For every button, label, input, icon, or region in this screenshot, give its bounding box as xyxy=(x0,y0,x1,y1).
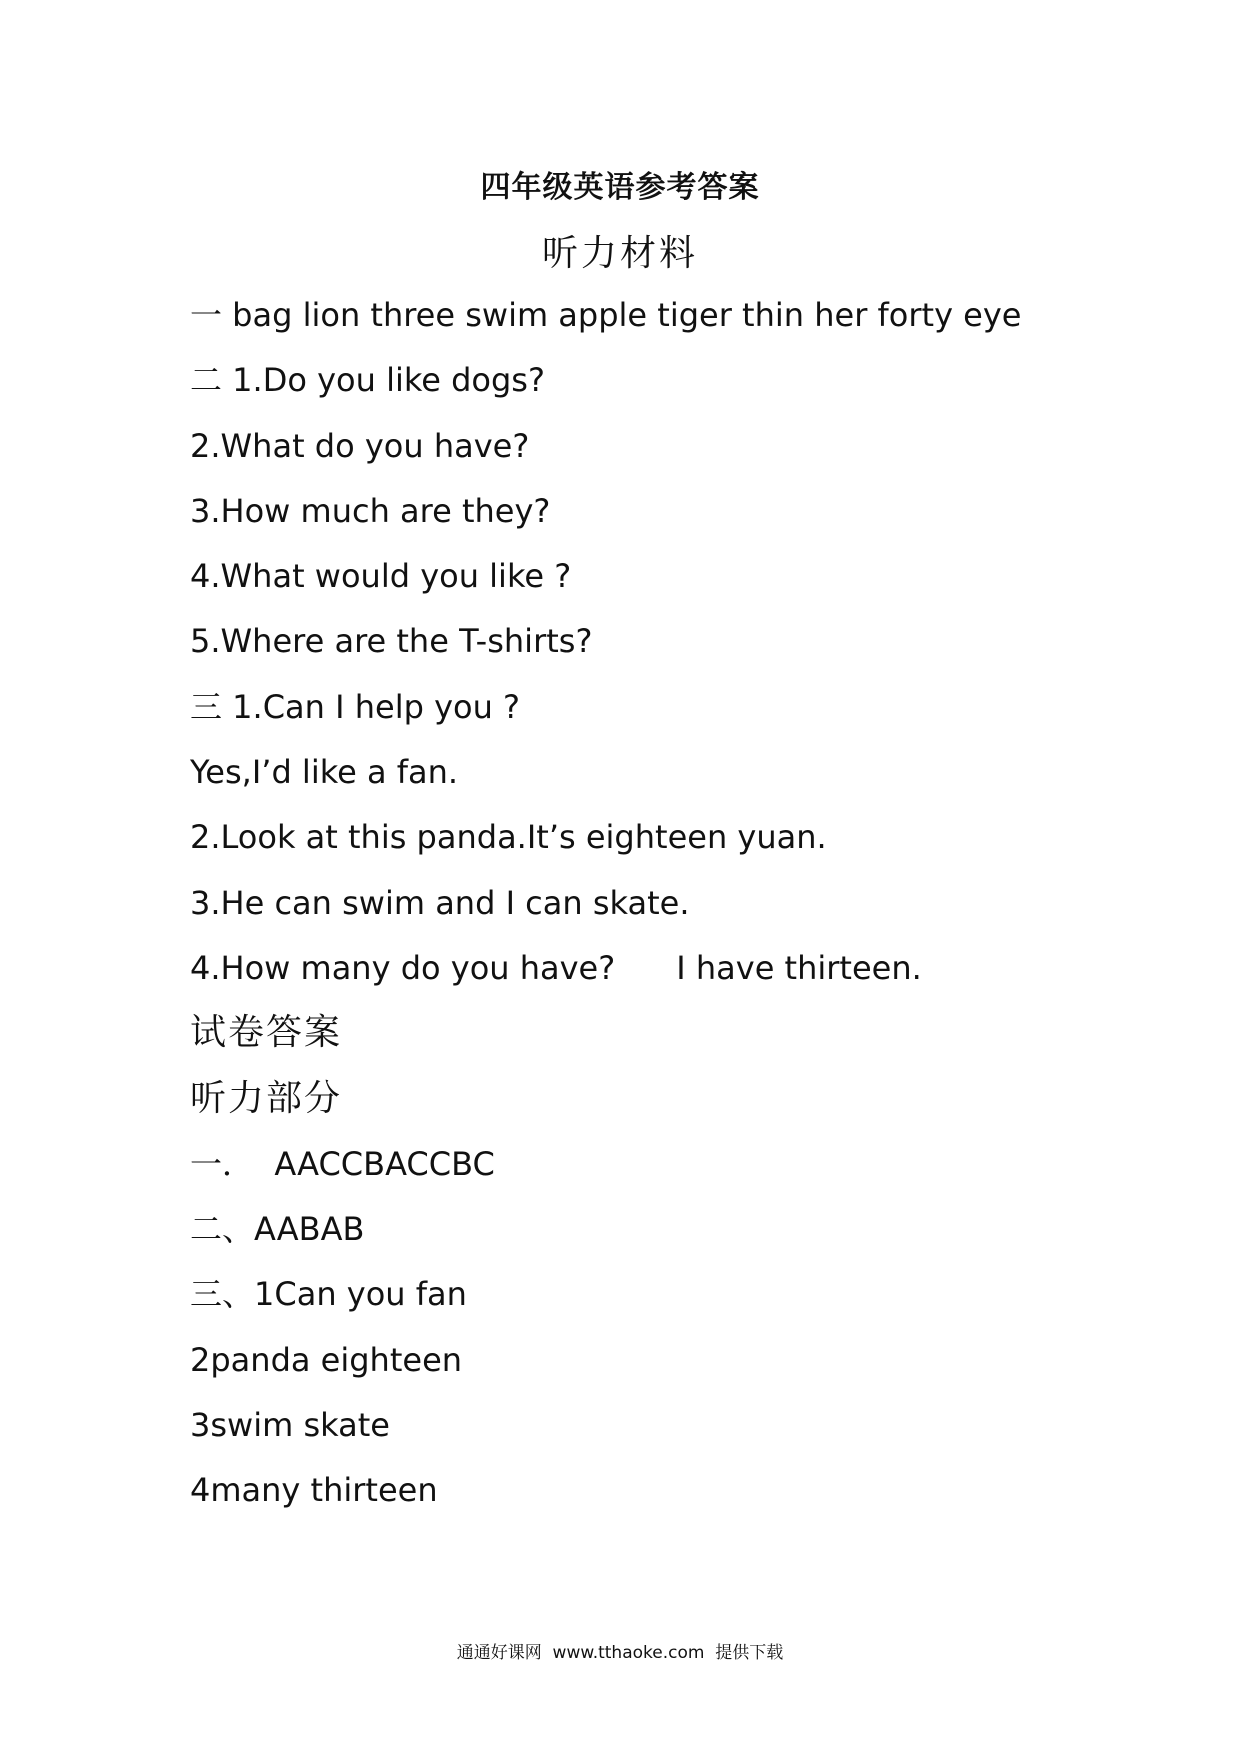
text-line: 三、1Can you fan xyxy=(190,1275,467,1314)
answer-lines xyxy=(190,290,1190,1531)
page-footer: 通通好课网 www.tthaoke.com 提供下载 xyxy=(456,1643,784,1663)
text-line: 5.Where are the T-shirts? xyxy=(190,622,593,661)
page-title: 四年级英语参考答案 xyxy=(480,170,760,205)
section-heading-listening-material: 听力材料 xyxy=(541,233,698,274)
text-line: 4.How many do you have? I have thirteen. xyxy=(190,948,922,987)
section-heading-test-answers: 试卷答案 xyxy=(190,1012,343,1054)
text-line: 4many thirteen xyxy=(190,1471,438,1510)
text-line: 一． AACCBACCBC xyxy=(190,1144,495,1183)
text-line: 3.How much are they? xyxy=(190,491,551,530)
text-line: 3swim skate xyxy=(190,1406,390,1445)
text-line: 2.What do you have? xyxy=(190,426,530,465)
text-line: 3.He can swim and I can skate. xyxy=(190,883,690,922)
text-line: 2.Look at this panda.It’s eighteen yuan. xyxy=(190,818,827,857)
section-heading-listening-part: 听力部分 xyxy=(190,1077,343,1119)
text-line: 三 1.Can I help you ? xyxy=(190,687,521,726)
text-line: 二 1.Do you like dogs? xyxy=(190,361,545,400)
text-line: 一 bag lion three swim apple tiger thin her forty eye xyxy=(190,296,1022,334)
text-line: 二、AABAB xyxy=(190,1210,365,1249)
text-line: 4.What would you like ? xyxy=(190,557,572,596)
text-line: 2panda eighteen xyxy=(190,1340,463,1379)
text-line: Yes,I’d like a fan. xyxy=(190,753,459,792)
